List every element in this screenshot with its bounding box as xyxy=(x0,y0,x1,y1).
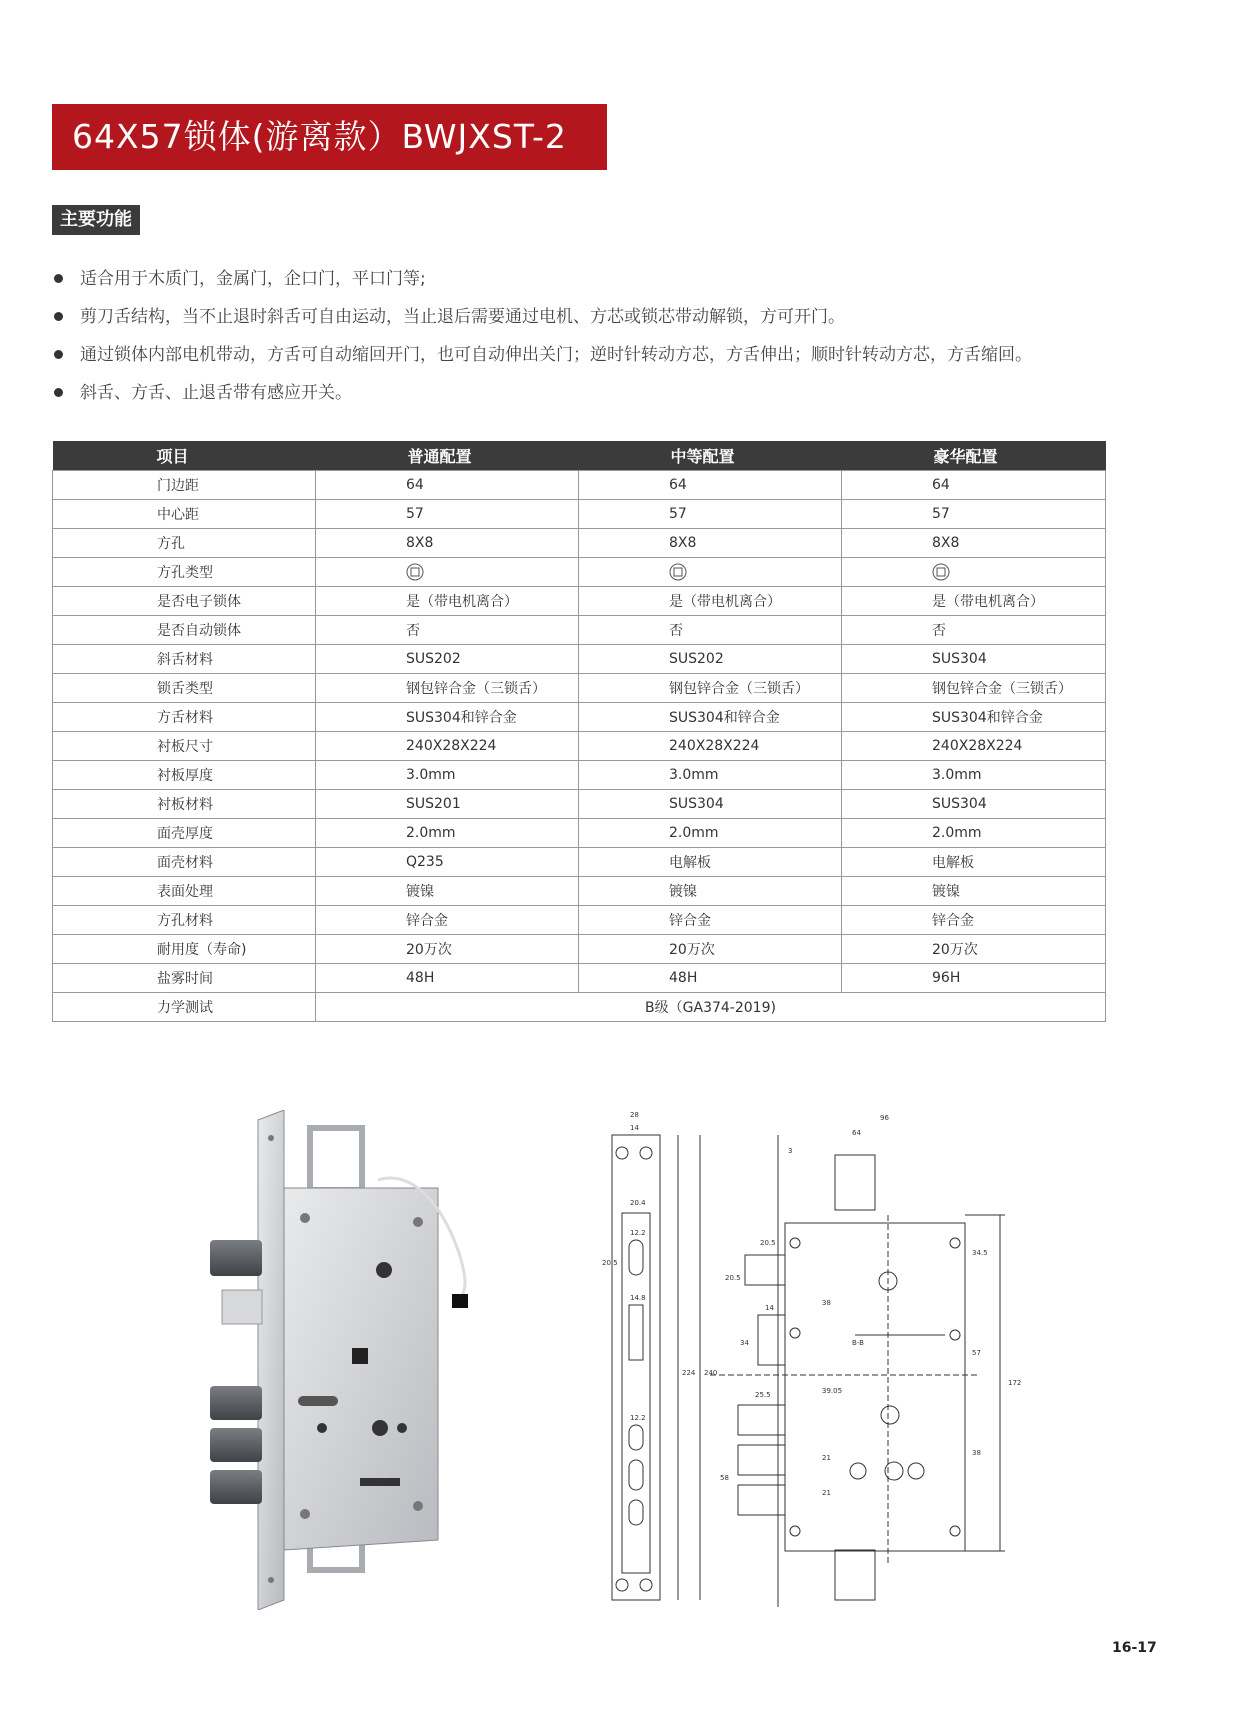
table-row xyxy=(53,557,1106,586)
dim-label: 20.5 xyxy=(602,1259,618,1267)
table-cell: 电解板 xyxy=(579,847,842,876)
row-label: 衬板尺寸 xyxy=(53,731,316,760)
table-cell: Q235 xyxy=(316,847,579,876)
section-label: 主要功能 xyxy=(52,205,140,235)
table-row xyxy=(53,789,1106,818)
table-row xyxy=(53,731,1106,760)
row-label: 方孔材料 xyxy=(53,905,316,934)
table-cell: 否 xyxy=(842,615,1106,644)
dim-label: 64 xyxy=(852,1129,861,1137)
row-label: 斜舌材料 xyxy=(53,644,316,673)
table-cell: 240X28X224 xyxy=(842,731,1106,760)
table-cell: SUS202 xyxy=(579,644,842,673)
feature-item xyxy=(52,379,1202,417)
table-header-row xyxy=(53,441,1106,470)
dim-label: 12.2 xyxy=(630,1414,646,1422)
dim-label: 39.05 xyxy=(822,1387,843,1395)
table-cell: 8X8 xyxy=(579,528,842,557)
table-cell: 240X28X224 xyxy=(579,731,842,760)
dim-label: 240 xyxy=(704,1369,718,1377)
table-row xyxy=(53,760,1106,789)
table-cell: 是（带电机离合） xyxy=(579,586,842,615)
bullet-icon xyxy=(54,274,63,283)
feature-item xyxy=(52,341,1202,379)
row-label: 表面处理 xyxy=(53,876,316,905)
table-cell: SUS304 xyxy=(842,644,1106,673)
table-cell: 镀镍 xyxy=(316,876,579,905)
dim-label: 14 xyxy=(765,1304,774,1312)
dim-label: 38 xyxy=(972,1449,981,1457)
table-row xyxy=(53,963,1106,992)
table-row xyxy=(53,470,1106,499)
feature-text: 剪刀舌结构，当不止退时斜舌可自由运动，当止退后需要通过电机、方芯或锁芯带动解锁，方可开门。 xyxy=(80,307,845,327)
table-cell xyxy=(316,557,579,586)
table-row xyxy=(53,905,1106,934)
feature-text: 斜舌、方舌、止退舌带有感应开关。 xyxy=(80,383,352,403)
table-row xyxy=(53,499,1106,528)
table-row xyxy=(53,615,1106,644)
table-cell: 57 xyxy=(842,499,1106,528)
row-label: 面壳材料 xyxy=(53,847,316,876)
row-label: 中心距 xyxy=(53,499,316,528)
table-cell: 是（带电机离合） xyxy=(842,586,1106,615)
table-cell: 96H xyxy=(842,963,1106,992)
table-cell xyxy=(842,557,1106,586)
spec-table xyxy=(52,441,1106,1022)
feature-list xyxy=(52,265,1202,417)
table-row xyxy=(53,847,1106,876)
table-cell: 48H xyxy=(579,963,842,992)
table-cell: 48H xyxy=(316,963,579,992)
table-row xyxy=(53,818,1106,847)
dim-label: 58 xyxy=(720,1474,729,1482)
dim-label: 224 xyxy=(682,1369,696,1377)
dim-label: 20.4 xyxy=(630,1199,646,1207)
feature-text: 通过锁体内部电机带动，方舌可自动缩回开门，也可自动伸出关门；逆时针转动方芯，方舌伸出；顺时针转动方芯，方舌缩回。 xyxy=(80,345,1032,365)
table-cell: 钢包锌合金（三锁舌） xyxy=(579,673,842,702)
table-row xyxy=(53,528,1106,557)
table-cell: 57 xyxy=(579,499,842,528)
dim-label: 20.5 xyxy=(760,1239,776,1247)
table-cell: 3.0mm xyxy=(316,760,579,789)
technical-drawing xyxy=(600,1095,1050,1625)
row-label: 方舌材料 xyxy=(53,702,316,731)
dim-label: 25.5 xyxy=(755,1391,771,1399)
table-cell: 20万次 xyxy=(842,934,1106,963)
feature-item xyxy=(52,303,1202,341)
dim-label: 57 xyxy=(972,1349,981,1357)
table-cell: SUS202 xyxy=(316,644,579,673)
row-label: 盐雾时间 xyxy=(53,963,316,992)
table-cell: 64 xyxy=(316,470,579,499)
table-row xyxy=(53,992,1106,1021)
row-label: 面壳厚度 xyxy=(53,818,316,847)
row-label: 衬板厚度 xyxy=(53,760,316,789)
dim-label: 14.8 xyxy=(630,1294,646,1302)
table-cell: 2.0mm xyxy=(842,818,1106,847)
row-label: 力学测试 xyxy=(53,992,316,1021)
table-cell xyxy=(579,557,842,586)
table-cell: 57 xyxy=(316,499,579,528)
row-label: 方孔类型 xyxy=(53,557,316,586)
square-hole-icon xyxy=(932,564,950,580)
dim-label: 3 xyxy=(788,1147,793,1155)
table-cell: SUS304和锌合金 xyxy=(579,702,842,731)
column-header: 项目 xyxy=(53,441,316,470)
table-cell: 否 xyxy=(316,615,579,644)
table-cell: 2.0mm xyxy=(579,818,842,847)
dim-label: 12.2 xyxy=(630,1229,646,1237)
page-number: 16-17 xyxy=(1112,1640,1157,1656)
table-row xyxy=(53,876,1106,905)
feature-item xyxy=(52,265,1202,303)
dim-label: 20.5 xyxy=(725,1274,741,1282)
table-cell: 镀镍 xyxy=(579,876,842,905)
lock-body-photo xyxy=(210,1110,530,1610)
dim-label: 34 xyxy=(740,1339,749,1347)
dim-label: 34.5 xyxy=(972,1249,988,1257)
row-label: 门边距 xyxy=(53,470,316,499)
square-hole-icon xyxy=(669,564,687,580)
bullet-icon xyxy=(54,350,63,359)
table-cell: SUS304 xyxy=(579,789,842,818)
column-header: 普通配置 xyxy=(316,441,579,470)
row-label: 衬板材料 xyxy=(53,789,316,818)
dim-label: 14 xyxy=(630,1124,639,1132)
section-mark: B-B xyxy=(852,1339,864,1347)
table-cell: 64 xyxy=(579,470,842,499)
table-cell: 20万次 xyxy=(579,934,842,963)
row-label: 耐用度（寿命) xyxy=(53,934,316,963)
table-cell: SUS201 xyxy=(316,789,579,818)
row-label: 锁舌类型 xyxy=(53,673,316,702)
table-cell: 电解板 xyxy=(842,847,1106,876)
table-cell: 钢包锌合金（三锁舌） xyxy=(316,673,579,702)
table-cell: 20万次 xyxy=(316,934,579,963)
table-cell: 锌合金 xyxy=(316,905,579,934)
table-cell: 否 xyxy=(579,615,842,644)
table-cell: 是（带电机离合） xyxy=(316,586,579,615)
table-cell: 锌合金 xyxy=(842,905,1106,934)
table-cell: 锌合金 xyxy=(579,905,842,934)
table-cell: 8X8 xyxy=(842,528,1106,557)
row-label: 是否电子锁体 xyxy=(53,586,316,615)
square-hole-icon xyxy=(406,564,424,580)
table-cell: SUS304和锌合金 xyxy=(316,702,579,731)
row-label: 是否自动锁体 xyxy=(53,615,316,644)
table-cell: 3.0mm xyxy=(579,760,842,789)
table-cell: 8X8 xyxy=(316,528,579,557)
table-row xyxy=(53,702,1106,731)
bullet-icon xyxy=(54,388,63,397)
dim-label: 38 xyxy=(822,1299,831,1307)
table-cell: 镀镍 xyxy=(842,876,1106,905)
table-cell: 64 xyxy=(842,470,1106,499)
table-cell: SUS304 xyxy=(842,789,1106,818)
table-cell: 钢包锌合金（三锁舌） xyxy=(842,673,1106,702)
table-row xyxy=(53,586,1106,615)
dim-label: 96 xyxy=(880,1114,889,1122)
table-row xyxy=(53,673,1106,702)
feature-text: 适合用于木质门，金属门，企口门，平口门等; xyxy=(80,269,426,289)
table-cell: 3.0mm xyxy=(842,760,1106,789)
spec-table-body xyxy=(53,470,1106,1021)
bullet-icon xyxy=(54,312,63,321)
table-row xyxy=(53,934,1106,963)
table-cell: B级（GA374-2019) xyxy=(316,992,1106,1021)
dim-label: 172 xyxy=(1008,1379,1022,1387)
column-header: 豪华配置 xyxy=(842,441,1106,470)
page-title: 64X57锁体(游离款）BWJXST-2 xyxy=(52,104,607,170)
row-label: 方孔 xyxy=(53,528,316,557)
dim-label: 28 xyxy=(630,1111,639,1119)
table-cell: 2.0mm xyxy=(316,818,579,847)
table-cell: 240X28X224 xyxy=(316,731,579,760)
table-cell: SUS304和锌合金 xyxy=(842,702,1106,731)
column-header: 中等配置 xyxy=(579,441,842,470)
table-row xyxy=(53,644,1106,673)
dim-label: 21 xyxy=(822,1454,831,1462)
dim-label: 21 xyxy=(822,1489,831,1497)
